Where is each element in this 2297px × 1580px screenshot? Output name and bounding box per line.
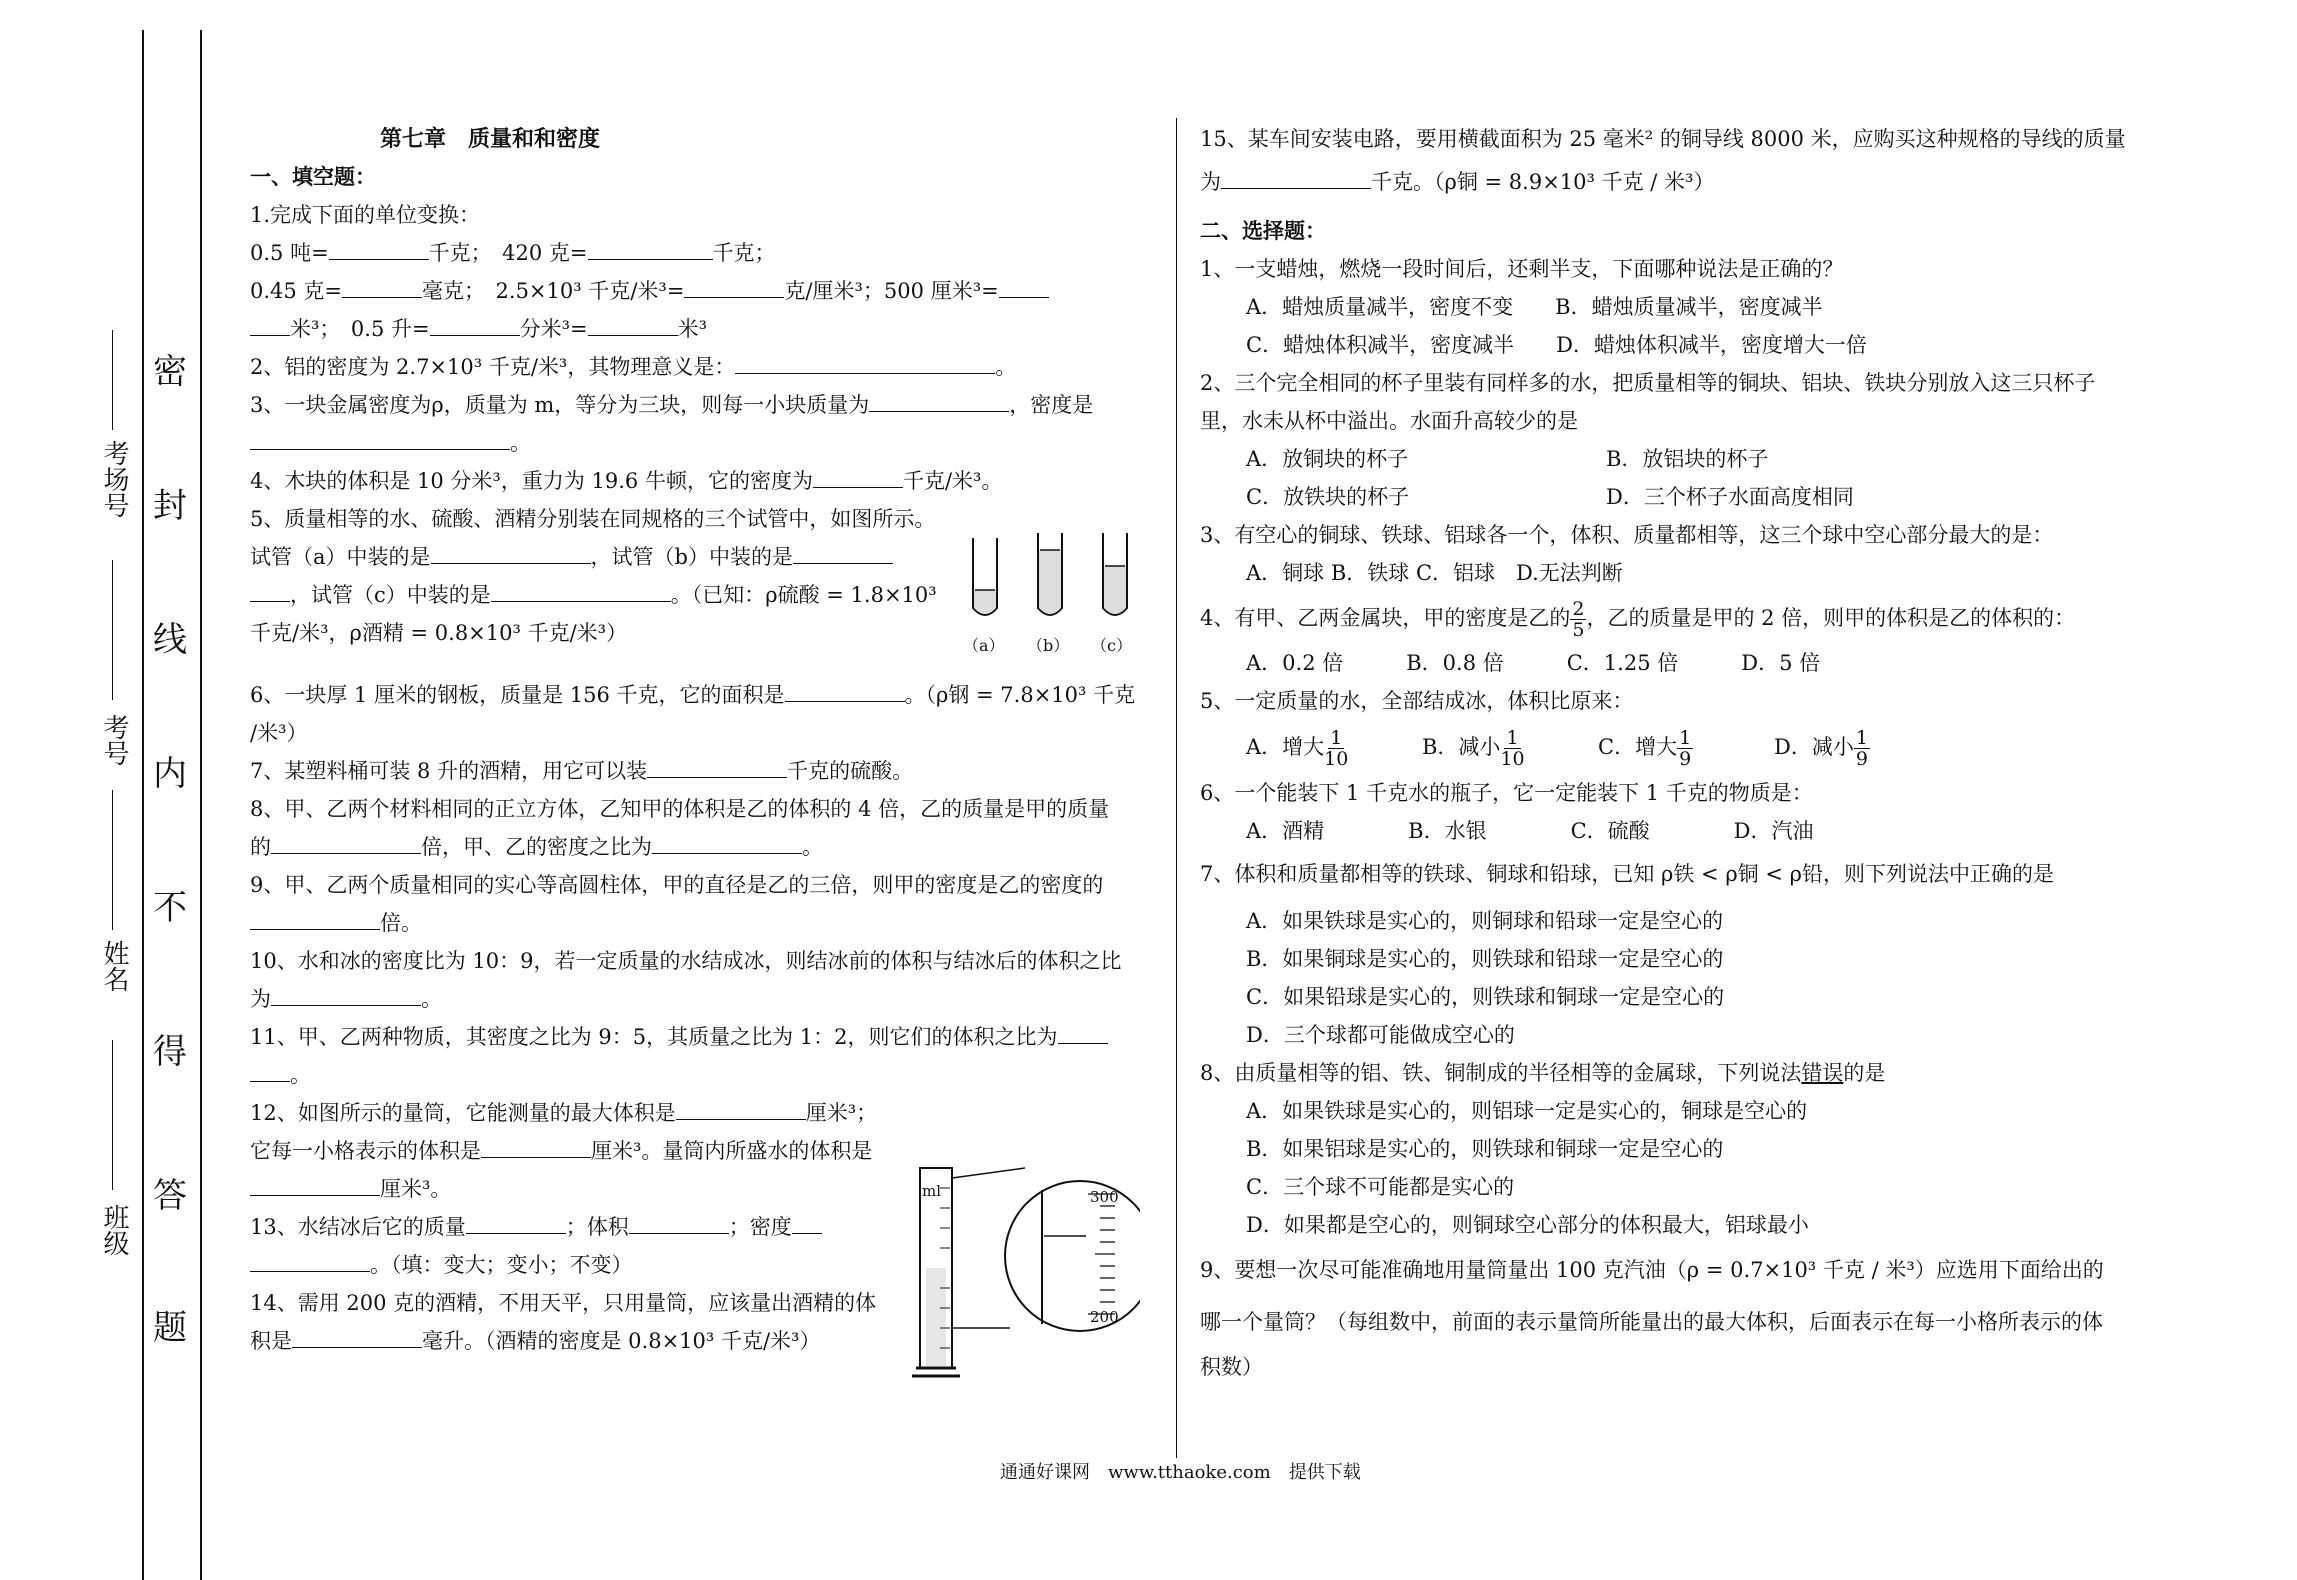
answer-blank[interactable] xyxy=(329,237,429,260)
answer-blank[interactable] xyxy=(588,313,678,336)
mc-question-5: 5、一定质量的水，全部结成冰，体积比原来： xyxy=(1200,689,1634,713)
question-14: 14、需用 200 克的酒精，不用天平，只用量筒，应该量出酒精的体 xyxy=(250,1291,877,1315)
question-6: 6、一块厚 1 厘米的钢板，质量是 156 千克，它的面积是 。（ρ钢 = 7.8×10³ 千克 xyxy=(250,676,1170,714)
mc-option-d[interactable]: D．如果都是空心的，则铜球空心部分的体积最大，铝球最小 xyxy=(1246,1213,1809,1237)
answer-blank[interactable] xyxy=(813,465,903,488)
question-15: 15、某车间安装电路，要用横截面积为 25 毫米² 的铜导线 8000 米，应购买这种规格的导线的质量 xyxy=(1200,127,2126,151)
mc-option-a[interactable]: A．如果铁球是实心的，则铝球一定是实心的，铜球是空心的 xyxy=(1246,1099,1808,1123)
mc-option-c[interactable]: C．三个球不可能都是实心的 xyxy=(1246,1175,1515,1199)
seal-char: 内 xyxy=(153,754,187,794)
mc-options[interactable]: A．蜡烛质量减半，密度不变 B．蜡烛质量减半，密度减半 xyxy=(1246,295,1823,319)
answer-blank[interactable] xyxy=(793,541,893,564)
graduated-cylinder-figure xyxy=(910,1148,1140,1402)
answer-blank[interactable] xyxy=(999,275,1049,298)
tube-label-a: （a） xyxy=(963,636,1005,655)
cylinder-unit-label: ml xyxy=(922,1182,942,1200)
answer-blank[interactable] xyxy=(250,427,510,450)
question-13: 13、水结冰后它的质量 ；体积 ；密度 xyxy=(250,1208,1170,1246)
mc-question-2: 2、三个完全相同的杯子里装有同样多的水，把质量相等的铜块、铝块、铁块分别放入这三只杯子 xyxy=(1200,371,2096,395)
mc-options[interactable]: C．蜡烛体积减半，密度减半 D．蜡烛体积减半，密度增大一倍 xyxy=(1246,333,1867,357)
test-tubes-drawing xyxy=(955,528,1155,648)
mc-question-6: 6、一个能装下 1 千克水的瓶子，它一定能装下 1 千克的物质是： xyxy=(1200,781,1813,805)
answer-blank[interactable] xyxy=(684,275,784,298)
fraction-one-ninth: $\frac{1}{9}$ xyxy=(1679,727,1692,770)
answer-blank[interactable] xyxy=(292,1325,422,1348)
mc-option-a[interactable]: A．增大 $\frac{1}{10}$ xyxy=(1246,727,1349,770)
question-3: 3、一块金属密度为ρ，质量为 m，等分为三块，则每一小块质量为 ，密度是 xyxy=(250,386,1170,424)
question-2: 2、铝的密度为 2.7×10³ 千克/米³，其物理意义是： 。 xyxy=(250,348,1170,386)
answer-blank[interactable] xyxy=(481,1135,591,1158)
mc-option-a[interactable]: A．放铜块的杯子 xyxy=(1246,447,1409,471)
seal-char: 密 xyxy=(153,352,187,392)
answer-blank[interactable] xyxy=(250,313,290,336)
mc-question-8: 8、由质量相等的铝、铁、铜制成的半径相等的金属球，下列说法错误的是 xyxy=(1200,1061,1886,1085)
seal-char: 题 xyxy=(153,1308,187,1348)
answer-blank[interactable] xyxy=(629,1211,729,1234)
answer-blank[interactable] xyxy=(647,755,787,778)
graduated-cylinder-drawing xyxy=(910,1148,1140,1398)
seal-char: 答 xyxy=(153,1176,187,1216)
mc-question-9: 9、要想一次尽可能准确地用量筒量出 100 克汽油（ρ = 0.7×10³ 千克 / 米³）应选用下面给出的 xyxy=(1200,1258,2104,1282)
answer-blank[interactable] xyxy=(466,1211,566,1234)
mc-option-c[interactable]: C．放铁块的杯子 xyxy=(1246,485,1410,509)
section-fill-in: 一、填空题： xyxy=(250,164,376,189)
answer-blank[interactable] xyxy=(792,1211,822,1234)
seal-char: 得 xyxy=(153,1032,187,1072)
mc-option-b[interactable]: B．减小 $\frac{1}{10}$ xyxy=(1422,727,1525,770)
fraction-one-tenth: $\frac{1}{10}$ xyxy=(1500,727,1525,770)
question-9: 9、甲、乙两个质量相同的实心等高圆柱体，甲的直径是乙的三倍，则甲的密度是乙的密度的 xyxy=(250,873,1104,897)
tube-label-c: （c） xyxy=(1091,636,1132,655)
mc-question-3: 3、有空心的铜球、铁球、铝球各一个，体积、质量都相等，这三个球中空心部分最大的是： xyxy=(1200,523,2054,547)
answer-blank[interactable] xyxy=(250,907,380,930)
mc-option-d[interactable]: D．减小 $\frac{1}{9}$ xyxy=(1774,727,1868,770)
mc-option-b[interactable]: B．放铝块的杯子 xyxy=(1606,447,1769,471)
right-column: 15、某车间安装电路，要用横截面积为 25 毫米² 的铜导线 8000 米，应购买这种规格的导线的质量 为 千克。（ρ铜 = 8.9×10³ 千克 / 米³） 二、选择题： 1、一支蜡烛，燃烧一段时间后，还剩半支，下面哪种说法是正确的？ A．蜡烛质量减半，密度不变 B．蜡烛质量减半，密度减半 C．蜡烛体积减半，密度减半 D．蜡烛体积减半，密度增大一倍 2、三个完全相同的杯子里装有同样多的水，把质量相等的铜块、铝块、铁块分别放入这三只杯子 里，水未从杯中溢出。水面升高较少的是 A．放铜块的杯子 B．放铝块的杯子 C．放铁块的杯子 D．三个杯子水面高度相同 3、有空心的铜球、铁球、铝球各一个，体积、质量都相等，这三个球中空心部分最大的是： A．铜球 B．铁球 C．铝球 D.无法判断 4、有甲、乙两金属块，甲的密度是乙的 $\frac{2}{5}$ ，乙的质量是甲的 2 倍，则甲的体积是乙的体积的： A．0.2 倍 B．0.8 倍 C．1.25 倍 D．5 倍 5、一定质量的水，全部结成冰，体积比原来： A．增大 $\frac{1}{10}$ B．减小 $\frac{1}{10}$ C．增大 $\frac{1}{9}$ D．减小 $\frac{1}{9}$ 6、一个能装下 1 千克水的瓶子，它一定能装下 1 千克的物质是： A．酒精 B．水银 C．硫酸 D．汽油 7、体积和质量都相等的铁球、铜球和铅球，已知 ρ铁 < ρ铜 < ρ铅，则下列说法中正确的是 A．如果铁球是实心的，则铜球和铅球一定是空心的 B．如果铜球是实心的，则铁球和铅球一定是空心的 C．如果铅球是实心的，则铁球和铜球一定是空心的 D．三个球都可能做成空心的 8、由质量相等的铝、铁、铜制成的半径相等的金属球，下列说法错误的是 A．如果铁球是实心的，则铝球一定是实心的，铜球是空心的 B．如果铝球是实心的，则铁球和铜球一定是空心的 C．三个球不可能都是实心的 D．如果都是空心的，则铜球空心部分的体积最大，铝球最小 9、要想一次尽可能准确地用量筒量出 100 克汽油（ρ = 0.7×10³ 千克 / 米³）应选用下面给出的 哪一个量筒？（每组数中，前面的表示量筒所能量出的最大体积，后面表示在每一小格所表示的体 积数） xyxy=(1200,120,2260,1386)
question-10: 10、水和冰的密度比为 10：9，若一定质量的水结成冰，则结冰前的体积与结冰后的体积之比 xyxy=(250,949,1122,973)
question-12: 12、如图所示的量筒，它能测量的最大体积是 厘米³； xyxy=(250,1094,1170,1132)
answer-blank[interactable] xyxy=(1058,1021,1108,1044)
answer-blank[interactable] xyxy=(271,831,421,854)
column-divider xyxy=(1176,118,1177,1458)
field-exam-number: 考号 xyxy=(99,714,129,766)
page-title: 第七章 质量和和密度 xyxy=(380,126,601,152)
answer-blank[interactable] xyxy=(491,579,671,602)
binding-line-inner xyxy=(200,30,202,1580)
question-4: 4、木块的体积是 10 分米³，重力为 19.6 牛顿，它的密度为 千克/米³。 xyxy=(250,462,1170,500)
answer-blank[interactable] xyxy=(785,679,905,702)
binding-line-outer xyxy=(142,30,144,1580)
cylinder-tick-300: 300 xyxy=(1090,1188,1119,1206)
answer-blank[interactable] xyxy=(250,579,290,602)
mc-option-d[interactable]: D．三个杯子水面高度相同 xyxy=(1606,485,1854,509)
mc-options[interactable]: A．铜球 B．铁球 C．铝球 D.无法判断 xyxy=(1246,561,1623,585)
cylinder-tick-200: 200 xyxy=(1090,1308,1119,1326)
field-exam-room: 考场号 xyxy=(99,440,129,518)
fraction-one-tenth: $\frac{1}{10}$ xyxy=(1324,727,1349,770)
mc-options[interactable]: A．0.2 倍 B．0.8 倍 C．1.25 倍 D．5 倍 xyxy=(1246,651,1821,675)
field-line-1[interactable] xyxy=(112,330,113,430)
answer-blank[interactable] xyxy=(250,1059,290,1082)
answer-blank[interactable] xyxy=(430,313,520,336)
fraction-one-ninth: $\frac{1}{9}$ xyxy=(1855,727,1868,770)
mc-question-4: 4、有甲、乙两金属块，甲的密度是乙的 $\frac{2}{5}$ ，乙的质量是甲的 2 倍，则甲的体积是乙的体积的： xyxy=(1200,598,2076,641)
mc-option-b[interactable]: B．如果铝球是实心的，则铁球和铜球一定是空心的 xyxy=(1246,1137,1724,1161)
test-tubes-figure xyxy=(955,528,1155,655)
answer-blank[interactable] xyxy=(588,237,713,260)
answer-blank[interactable] xyxy=(250,1249,370,1272)
answer-blank[interactable] xyxy=(652,831,802,854)
seal-char: 封 xyxy=(153,486,187,526)
question-8: 8、甲、乙两个材料相同的正立方体，乙知甲的体积是乙的体积的 4 倍，乙的质量是甲的质量 xyxy=(250,797,1110,821)
answer-blank[interactable] xyxy=(869,389,1009,412)
seal-char: 线 xyxy=(153,620,187,660)
mc-question-1: 1、一支蜡烛，燃烧一段时间后，还剩半支，下面哪种说法是正确的？ xyxy=(1200,257,1844,281)
answer-blank[interactable] xyxy=(342,275,422,298)
answer-blank[interactable] xyxy=(735,351,995,374)
mc-option-c[interactable]: C．增大 $\frac{1}{9}$ xyxy=(1598,727,1692,770)
question-11: 11、甲、乙两种物质，其密度之比为 9：5，其质量之比为 1：2，则它们的体积之比为 xyxy=(250,1018,1170,1056)
answer-blank[interactable] xyxy=(431,541,591,564)
field-line-3[interactable] xyxy=(112,790,113,930)
question-5: 5、质量相等的水、硫酸、酒精分别装在同规格的三个试管中，如图所示。 xyxy=(250,507,936,531)
mc-question-7: 7、体积和质量都相等的铁球、铜球和铅球，已知 ρ铁 < ρ铜 < ρ铅，则下列说法中正确的是 xyxy=(1200,862,2054,886)
answer-blank[interactable] xyxy=(676,1097,806,1120)
emphasis-wrong: 错误 xyxy=(1801,1061,1844,1085)
question-1: 1.完成下面的单位变换： xyxy=(250,203,481,227)
field-name: 姓名 xyxy=(99,940,129,992)
page-footer: 通通好课网 www.tthaoke.com 提供下载 xyxy=(1000,1462,1361,1483)
mc-options[interactable]: A．酒精 B．水银 C．硫酸 D．汽油 xyxy=(1246,819,1814,843)
field-line-4[interactable] xyxy=(112,1040,113,1190)
field-class: 班级 xyxy=(99,1204,129,1256)
field-line-2[interactable] xyxy=(112,560,113,700)
question-7: 7、某塑料桶可装 8 升的酒精，用它可以装 千克的硫酸。 xyxy=(250,752,1170,790)
seal-char: 不 xyxy=(153,888,187,928)
mc-option-d[interactable]: D．三个球都可能做成空心的 xyxy=(1246,1023,1515,1047)
answer-blank[interactable] xyxy=(271,983,421,1006)
left-column: 第七章 质量和和密度 一、填空题： 1.完成下面的单位变换： 0.5 吨= 千克； 420 克= 千克； 0.45 克= 毫克； 2.5×10³ 千克/米³= 克/厘米³；500 厘米³= 米³； 0.5 升= 分米³= 米³ 2、铝的密度为 2.7×10³ 千克/米³，其物理意义是： 。 3、一块金属密度为ρ，质量为 m，等分为三块，则每一小块质量为 ，密度是 。 4、木块的体积是 10 分米³，重力为 19.6 牛顿，它的密度为 千克/米³。 5、质量相等的水、硫酸、酒精分别装在同规格的三个试管中，如图所示。 试管（a）中装的是 ，试管（b）中装的是 ，试管（c）中装的是 。（已知：ρ硫酸 = 1.8×10³ 千克/米³，ρ酒精 = 0.8×10³ 千克/米³） 6、一块厚 1 厘米的钢板，质量是 156 千克，它的面积是 。（ρ钢 = 7.8×10³ 千克 /米³） 7、某塑料桶可装 8 升的酒精，用它可以装 千克的硫酸。 8、甲、乙两个材料相同的正立方体，乙知甲的体积是乙的体积的 4 倍，乙的质量是甲的质量 的 倍，甲、乙的密度之比为 。 9、甲、乙两个质量相同的实心等高圆柱体，甲的直径是乙的三倍，则甲的密度是乙的密度的 倍。 10、水和冰的密度比为 10：9，若一定质量的水结成冰，则结冰前的体积与结冰后的体积之比 为 。 11、甲、乙两种物质，其密度之比为 9：5，其质量之比为 1：2，则它们的体积之比为 。 12、如图所示的量筒，它能测量的最大体积是 厘米³； 它每一小格表示的体积是 厘米³。量筒内所盛水的体积是 厘米³。 13、水结冰后它的质量 ；体积 ；密度 。（填：变大；变小；不变） 14、需用 200 克的酒精，不用天平，只用量筒，应该量出酒精的体 积是 毫升。（酒精的密度是 0.8×10³ 千克/米³） xyxy=(250,120,1170,1360)
tube-label-b: （b） xyxy=(1027,636,1070,655)
mc-option-a[interactable]: A．如果铁球是实心的，则铜球和铅球一定是空心的 xyxy=(1246,909,1724,933)
mc-option-c[interactable]: C．如果铅球是实心的，则铁球和铜球一定是空心的 xyxy=(1246,985,1725,1009)
section-multiple-choice: 二、选择题： xyxy=(1200,218,1326,243)
fraction-two-fifths: $\frac{2}{5}$ xyxy=(1572,598,1585,641)
answer-blank[interactable] xyxy=(250,1173,380,1196)
answer-blank[interactable] xyxy=(1221,166,1371,189)
mc-option-b[interactable]: B．如果铜球是实心的，则铁球和铅球一定是空心的 xyxy=(1246,947,1724,971)
